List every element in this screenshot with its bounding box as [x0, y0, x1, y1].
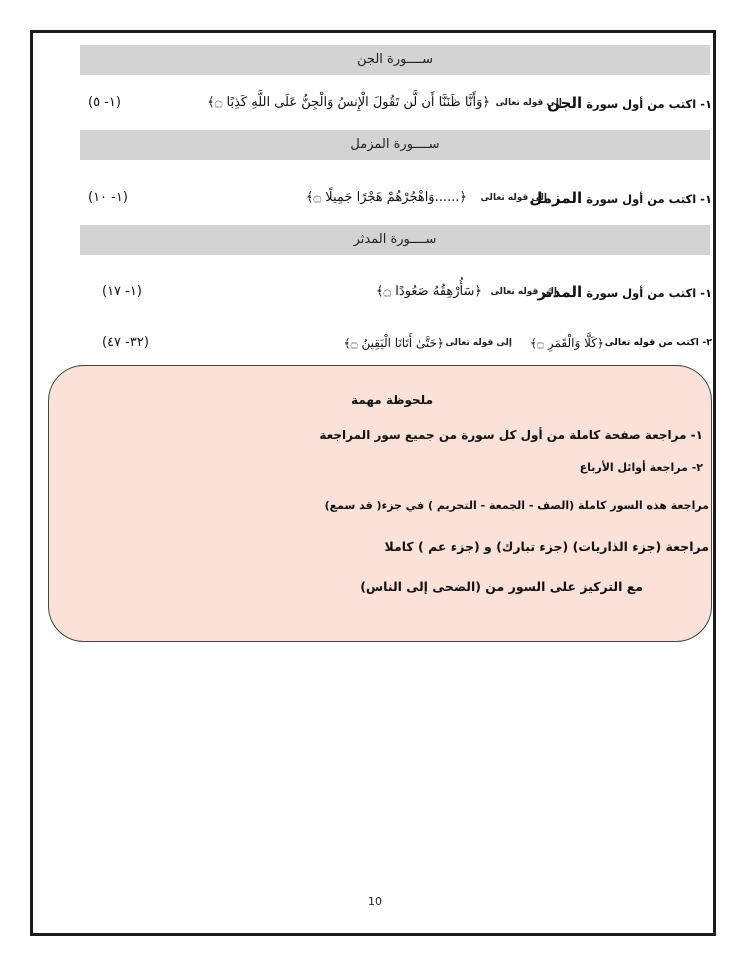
task-row-muzzammil-1	[80, 182, 712, 214]
note-line-5: مع التركيز على السور من (الضحى إلى الناس)	[360, 579, 643, 594]
surah-header-muddaththir: ســــورة المدثر	[80, 225, 710, 255]
verse-range: (١- ١٧)	[102, 284, 142, 299]
surah-name: المدثر	[537, 283, 583, 301]
verse-start-text: ﴿كَلَّا وَالْقَمَرِ ۝﴾	[529, 336, 604, 350]
task-instruction	[547, 87, 712, 120]
surah-header-muzzammil: ســــورة المزمل	[80, 130, 710, 160]
verse-text: ﴿سَأُرْهِقُهُ صَعُودًا ۝﴾	[375, 284, 482, 299]
verse-text: ﴿وَأَنَّا ظَنَنَّا أَن لَّن تَقُولَ الْإِنسُ وَالْجِنُّ عَلَى اللَّهِ كَذِبًا ۝﴾	[207, 95, 490, 110]
note-title: ملحوظة مهمة	[351, 393, 433, 407]
task-instruction	[529, 182, 712, 215]
verse-range: (٣٢- ٤٧)	[102, 335, 149, 350]
connector-text: إلى قوله تعالى	[495, 98, 562, 108]
instruction-text: ١- اكتب من أول سورة	[586, 286, 712, 300]
important-note-box	[48, 365, 712, 642]
task-row-muddaththir-2	[80, 327, 712, 359]
task-row-jinn-1	[80, 87, 712, 119]
task-instruction	[538, 276, 712, 309]
note-line-4: مراجعة (جزء الذاريات) (جزء تبارك) و (جزء عم ) كاملا	[384, 539, 709, 554]
page-number: 10	[368, 895, 382, 908]
connector-text: إلى قوله تعالى	[490, 287, 557, 297]
task-row-muddaththir-1	[80, 276, 712, 308]
surah-header-jinn: ســــورة الجن	[80, 45, 710, 75]
surah-name: المزمل	[529, 189, 583, 207]
connector-text: إلى قوله تعالى	[480, 193, 547, 203]
instruction-text: ١- اكتب من أول سورة	[586, 97, 712, 111]
instruction-text: ١- اكتب من أول سورة	[586, 192, 712, 206]
verse-range: (١- ١٠)	[88, 190, 128, 205]
note-line-1: ١- مراجعة صفحة كاملة من أول كل سورة من جميع سور المراجعة	[319, 428, 703, 442]
instruction-text: ٢- اكتب من قوله تعالى	[604, 337, 712, 348]
surah-name: الجن	[547, 94, 583, 112]
note-line-3: مراجعة هذه السور كاملة (الصف - الجمعة - التحريم ) في جزء( قد سمع)	[324, 499, 709, 512]
note-line-2: ٢- مراجعة أوائل الأرباع	[579, 461, 703, 474]
verse-text: ﴿......وَاهْجُرْهُمْ هَجْرًا جَمِيلًا ۝﴾	[305, 190, 467, 205]
connector-text: إلى قوله تعالى	[445, 338, 512, 348]
verse-range: (١- ٥)	[88, 95, 121, 110]
verse-text: ﴿حَتَّىٰ أَتَانَا الْيَقِينُ ۝﴾	[343, 336, 444, 350]
